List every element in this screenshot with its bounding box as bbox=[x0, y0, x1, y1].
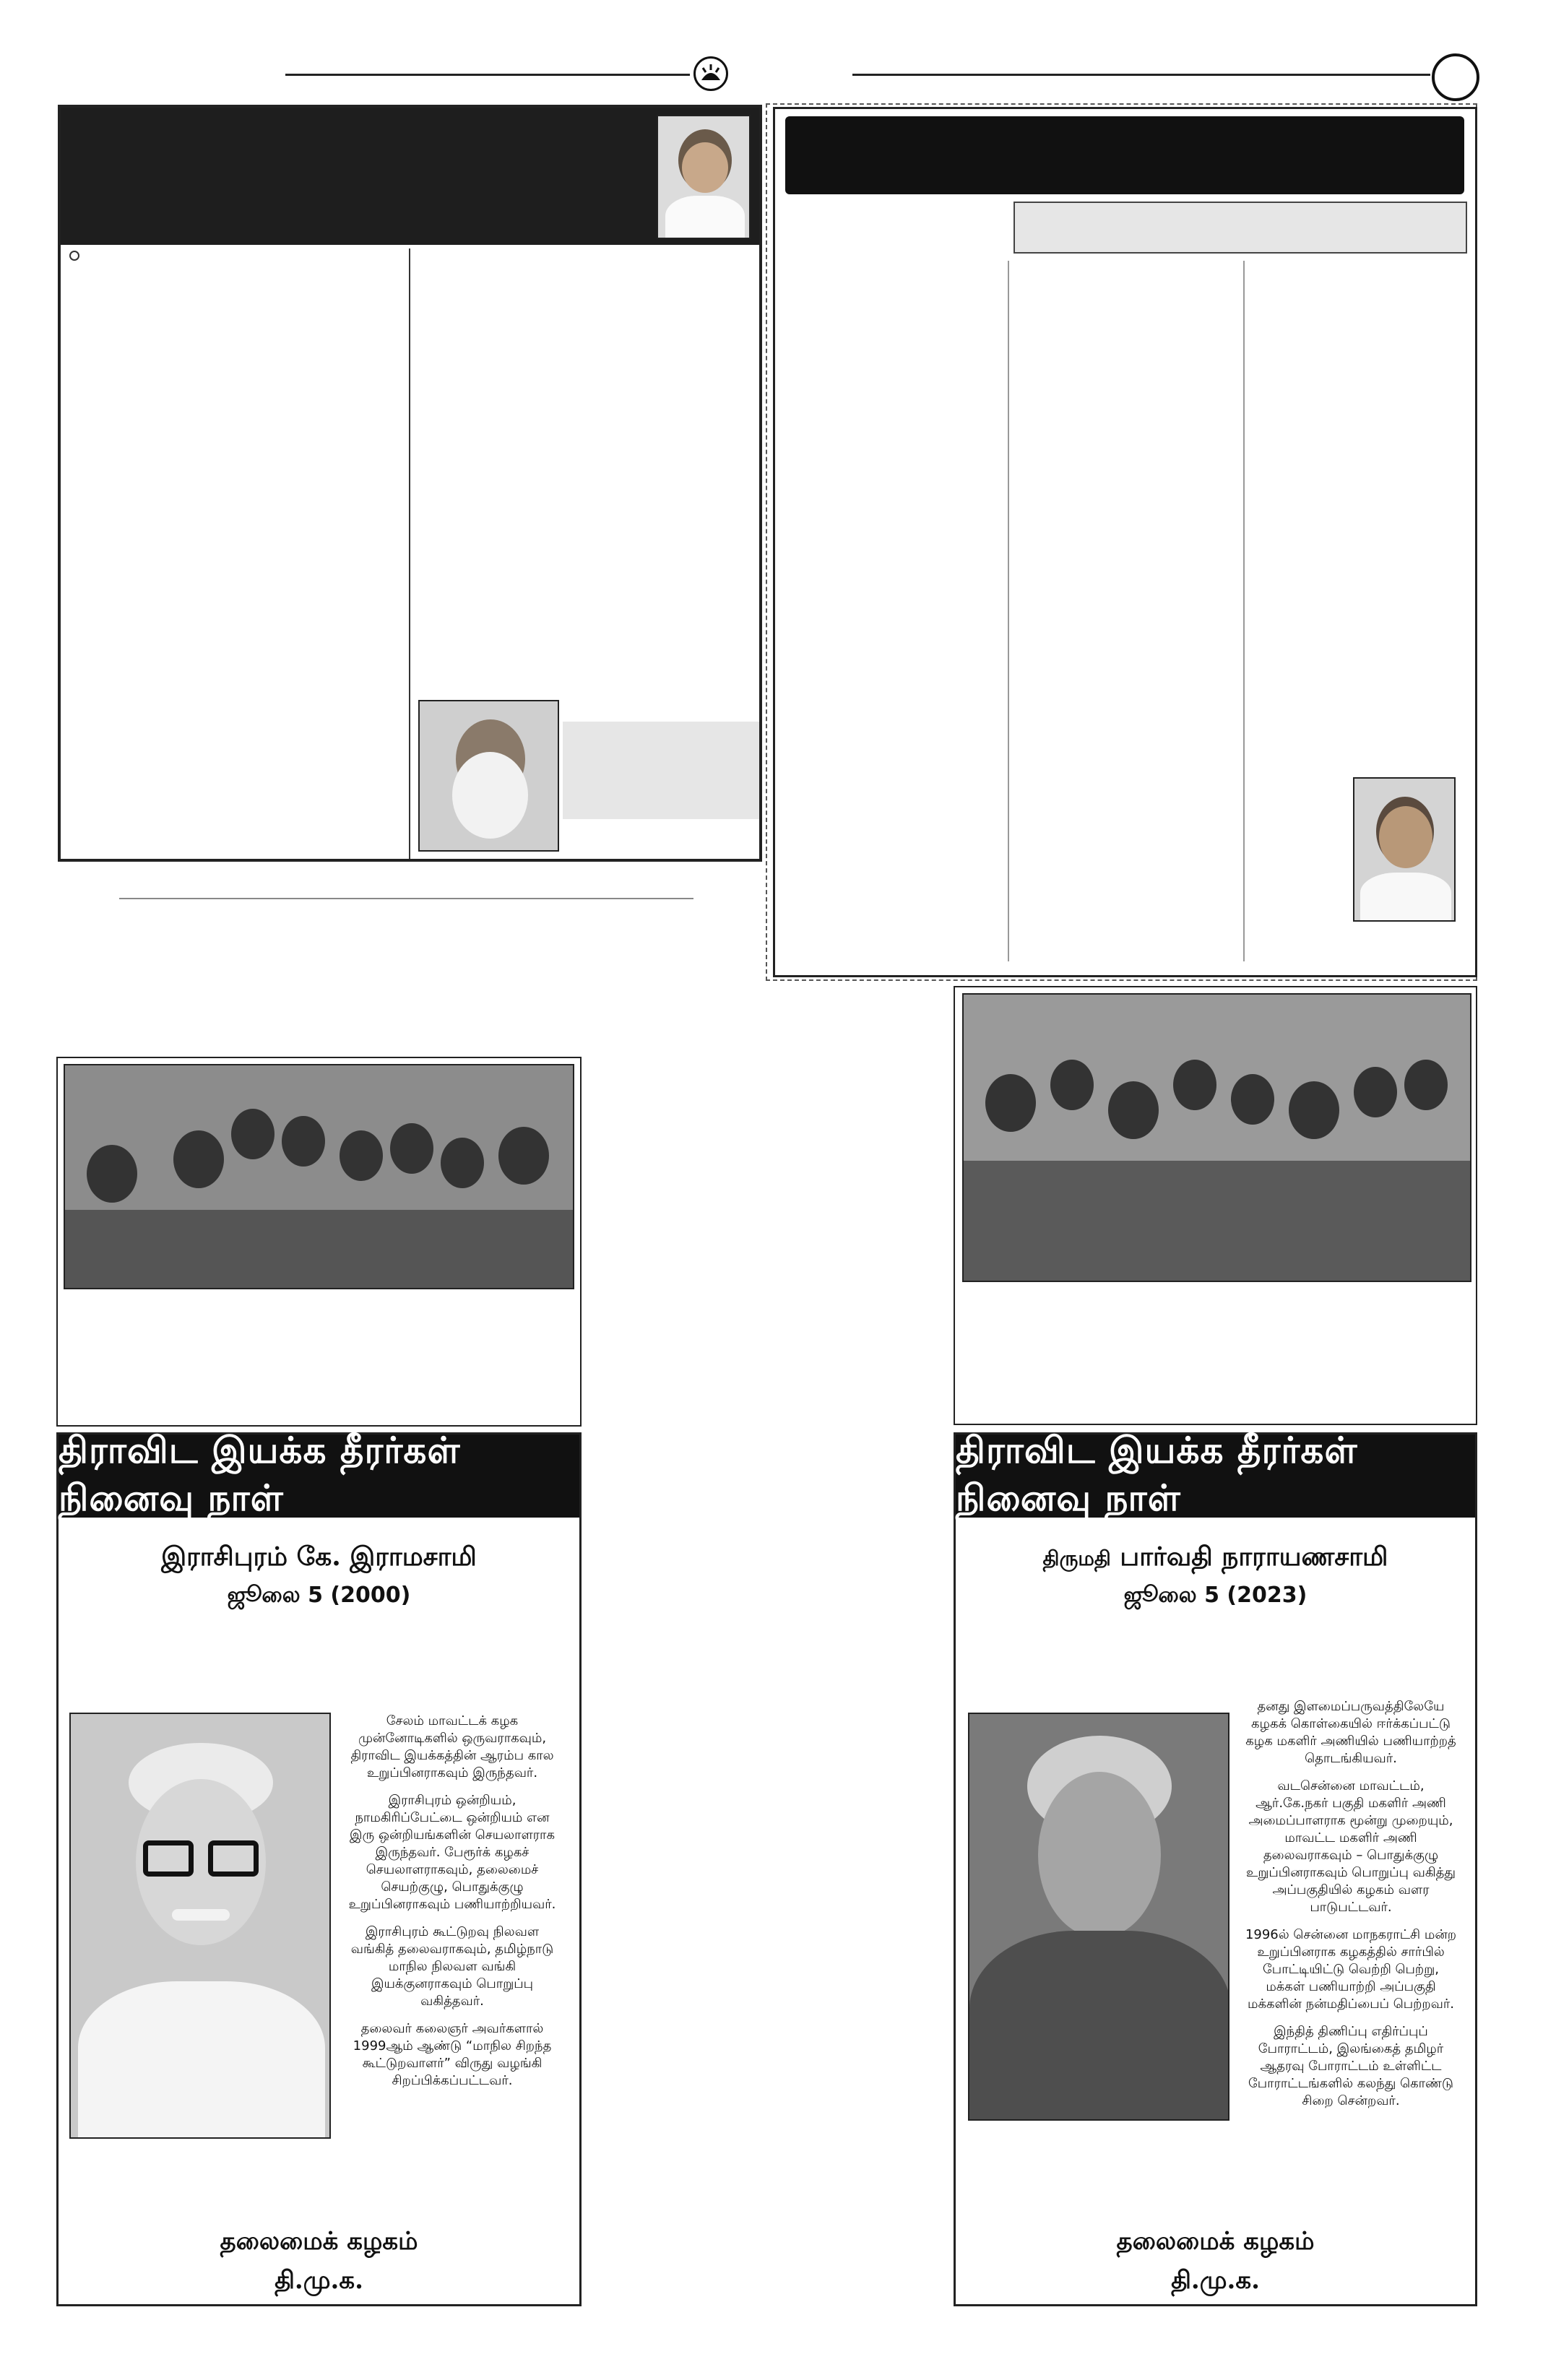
bio-paragraph: இராசிபுரம் ஒன்றியம், நாமகிரிப்பேட்டை ஒன்றியம் என இரு ஒன்றியங்களின் செயலாளராக இருந்தவர். பேரூர்க் கழகச் செயலாளராகவும், தலைமைச் செயற்குழு, பொதுக்குழு உறுப்பினராகவும் பணியாற்றியவர். bbox=[348, 1793, 556, 1912]
article-headline-bar bbox=[785, 116, 1464, 194]
group-photo-right bbox=[962, 993, 1471, 1282]
quote-panel bbox=[563, 722, 759, 819]
tribute-bio bbox=[344, 1713, 561, 2100]
header-rule-right bbox=[852, 74, 1430, 76]
footer-line-party: தி.மு.க. bbox=[275, 2266, 363, 2295]
footer-line-party: தி.மு.க. bbox=[1171, 2266, 1260, 2295]
tribute-card-ramasamy bbox=[56, 1428, 582, 2306]
photo-box-right bbox=[954, 986, 1477, 1425]
rising-sun-emblem-icon bbox=[693, 56, 728, 91]
bio-paragraph: இராசிபுரம் கூட்டுறவு நிலவள வங்கித் தலைவராகவும், தமிழ்நாடு மாநில நிலவள வங்கி இயக்குனராகவும் பொறுப்பு வகித்தவர். bbox=[350, 1924, 554, 2009]
header-rule-left bbox=[285, 74, 690, 76]
footer-line-headquarters: தலைமைக் கழகம் bbox=[1116, 2227, 1315, 2256]
bio-paragraph: வடசென்னை மாவட்டம், ஆர்.கே.நகர் பகுதி மகளிர் அணி அமைப்பாளராக மூன்று முறையும், மாவட்ட மகளிர் அணி தலைவராகவும் – பொதுக்குழு உறுப்பினராகவும் பொறுப்பு வகித்து அப்பகுதியில் கழகம் வளர பாடுபட்டவர். bbox=[1246, 1778, 1456, 1915]
bio-paragraph: இந்தித் திணிப்பு எதிர்ப்புப் போராட்டம், இலங்கைத் தமிழர் ஆதரவு போராட்டம் உள்ளிட்ட போராட்டங்களில் கலந்து கொண்டு சிறை சென்றவர். bbox=[1248, 2024, 1453, 2108]
article-box-speaker bbox=[773, 107, 1477, 977]
tribute-name: இராசிபுரம் கே. இராமசாமி bbox=[161, 1541, 477, 1572]
tribute-date: ஜூலை 5 (2000) bbox=[227, 1583, 411, 1608]
tribute-footer bbox=[59, 2222, 579, 2300]
group-photo-left bbox=[64, 1064, 574, 1289]
bullet-mark bbox=[69, 251, 79, 261]
photo-box-left bbox=[56, 1057, 582, 1427]
bio-paragraph: சேலம் மாவட்டக் கழக முன்னோடிகளில் ஒருவராகவும், திராவிட இயக்கத்தின் ஆரம்ப கால உறுப்பினராகவும் இருந்தவர். bbox=[350, 1713, 554, 1780]
name-text: பார்வதி நாராயணசாமி bbox=[1120, 1541, 1388, 1572]
tribute-footer bbox=[956, 2222, 1475, 2300]
tribute-banner: திராவிட இயக்க தீரர்கள் நினைவு நாள் bbox=[956, 1435, 1475, 1518]
page-number-circle bbox=[1432, 53, 1479, 101]
column-divider bbox=[1243, 261, 1245, 961]
column-divider bbox=[1008, 261, 1009, 961]
tribute-card-parvathi bbox=[954, 1428, 1477, 2306]
bio-paragraph: தனது இளமைப்பருவத்திலேயே கழகக் கொள்கையில் ஈர்க்கப்பட்டு கழக மகளிர் அணியில் பணியாற்றத் தொடங்கியவர். bbox=[1245, 1699, 1456, 1766]
speaker-portrait bbox=[1353, 777, 1456, 922]
bio-paragraph: 1996ல் சென்னை மாநகராட்சி மன்ற உறுப்பினராக கழகத்தில் சார்பில் போட்டியிட்டு வெற்றி பெற்று, மக்கள் பணியாற்றி அப்பகுதி மக்களின் நன்மதிப்பைப் பெற்றவர். bbox=[1245, 1927, 1457, 2012]
ramasamy-portrait bbox=[69, 1713, 331, 2139]
tribute-bio bbox=[1242, 1698, 1459, 2120]
parvathi-portrait bbox=[968, 1713, 1229, 2121]
subhead-panel bbox=[1013, 202, 1467, 254]
leader-portrait bbox=[657, 115, 751, 239]
column-divider bbox=[409, 248, 410, 859]
article-headline-bar bbox=[61, 108, 759, 245]
article-box-leader bbox=[58, 105, 762, 862]
bio-paragraph: தலைவர் கலைஞர் அவர்களால் 1999ஆம் ஆண்டு “மாநில சிறந்த கூட்டுறவாளர்” விருது வழங்கி சிறப்பிக்கப்பட்டவர். bbox=[353, 2021, 552, 2088]
section-rule bbox=[119, 898, 693, 899]
elder-portrait bbox=[418, 700, 559, 852]
footer-line-headquarters: தலைமைக் கழகம் bbox=[220, 2227, 418, 2256]
tribute-date: ஜூலை 5 (2023) bbox=[1123, 1583, 1308, 1608]
name-prefix: திருமதி bbox=[1042, 1546, 1111, 1570]
tribute-name bbox=[956, 1541, 1475, 1575]
tribute-banner: திராவிட இயக்க தீரர்கள் நினைவு நாள் bbox=[59, 1435, 579, 1518]
